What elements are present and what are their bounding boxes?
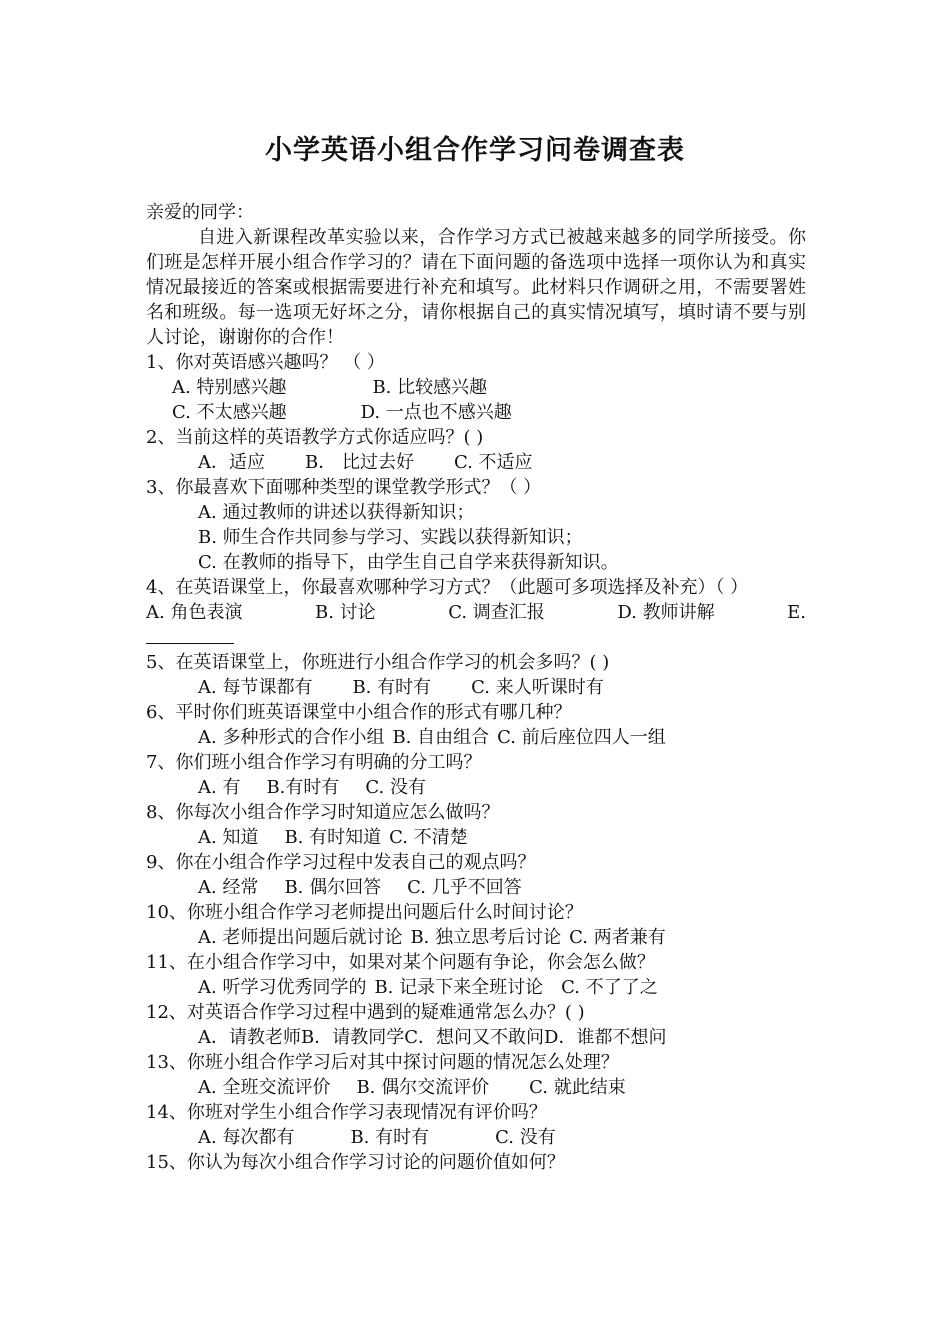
question-3: 3、你最喜欢下面哪种类型的课堂教学形式？（ ）: [146, 477, 542, 498]
question-5: 5、在英语课堂上，你班进行小组合作学习的机会多吗？( ): [146, 652, 610, 673]
option: D. 教师讲解: [617, 602, 715, 623]
question-7: 7、你们班小组合作学习有明确的分工吗？: [146, 752, 482, 773]
question-11-options: [146, 975, 806, 1000]
question-5-options: [146, 675, 806, 700]
fill-in-blank[interactable]: [146, 625, 234, 644]
question-1-options-row-2: [146, 400, 806, 425]
option: B． 比过去好: [305, 452, 414, 473]
option: A．请教老师: [198, 1027, 301, 1048]
question-4: 4、在英语课堂上，你最喜欢哪种学习方式？（此题可多项选择及补充）（ ）: [146, 577, 749, 598]
option: C. 没有: [365, 777, 426, 798]
page-title: 小学英语小组合作学习问卷调查表: [265, 135, 685, 166]
question-6-options: [146, 725, 806, 750]
question-10-options: [146, 925, 806, 950]
option: A. 全班交流评价: [198, 1077, 331, 1098]
question-12: 12、对英语合作学习过程中遇到的疑难通常怎么办？( ): [146, 1002, 585, 1023]
option: C. 就此结束: [529, 1077, 626, 1098]
option: C. 两者兼有: [569, 927, 666, 948]
question-3-option-b: B. 师生合作共同参与学习、实践以获得新知识；: [198, 527, 583, 548]
option: B. 讨论: [315, 602, 376, 623]
question-14-options: [146, 1125, 806, 1150]
question-6: 6、平时你们班英语课堂中小组合作的形式有哪几种？: [146, 702, 572, 723]
question-4-blank-line: [146, 625, 806, 650]
question-11: 11、在小组合作学习中，如果对某个问题有争论，你会怎么做？: [146, 952, 655, 973]
option: A. 多种形式的合作小组: [198, 727, 385, 748]
option: C. 几乎不回答: [407, 877, 522, 898]
option: C. 没有: [495, 1127, 556, 1148]
option: C. 不太感兴趣: [172, 402, 287, 423]
option: B. 比较感兴趣: [372, 377, 488, 398]
option: B. 有时有: [350, 1127, 430, 1148]
option: C. 不了了之: [561, 977, 658, 998]
question-10: 10、你班小组合作学习老师提出问题后什么时间讨论？: [146, 902, 583, 923]
option: B. 偶尔交流评价: [356, 1077, 490, 1098]
option: B. 有时知道: [284, 827, 382, 848]
option: D．谁都不想问: [544, 1027, 667, 1048]
option: A. 知道: [198, 827, 259, 848]
option: B.有时有: [266, 777, 340, 798]
question-4-options: [146, 600, 806, 625]
question-9-options: [146, 875, 806, 900]
option: B. 自由组合: [392, 727, 490, 748]
option: B．请教同学: [301, 1027, 405, 1048]
option: A. 有: [198, 777, 241, 798]
option: B. 有时有: [352, 677, 432, 698]
question-7-options: [146, 775, 806, 800]
question-9: 9、你在小组合作学习过程中发表自己的观点吗？: [146, 852, 536, 873]
question-12-options: [146, 1025, 806, 1050]
option: A. 特别感兴趣: [172, 377, 287, 398]
question-3-option-a: A. 通过教师的讲述以获得新知识；: [198, 502, 475, 523]
option: E.: [787, 602, 806, 623]
option: C. 不适应: [453, 452, 533, 473]
question-1-options-row-1: [146, 375, 806, 400]
option: C. 前后座位四人一组: [497, 727, 666, 748]
question-8-options: [146, 825, 806, 850]
option: B. 独立思考后讨论: [410, 927, 562, 948]
question-13-options: [146, 1075, 806, 1100]
option: A. 老师提出问题后就讨论: [198, 927, 403, 948]
question-14: 14、你班对学生小组合作学习表现情况有评价吗？: [146, 1102, 547, 1123]
question-2-options: [146, 450, 806, 475]
option: C．想问又不敢问: [404, 1027, 545, 1048]
option: A. 角色表演: [146, 602, 243, 623]
option: A. 经常: [198, 877, 259, 898]
question-1: 1、你对英语感兴趣吗？ （ ）: [146, 352, 385, 373]
option: C. 不清楚: [389, 827, 468, 848]
question-13: 13、你班小组合作学习后对其中探讨问题的情况怎么处理？: [146, 1052, 619, 1073]
option: B. 记录下来全班讨论: [374, 977, 544, 998]
question-2: 2、当前这样的英语教学方式你适应吗？( ): [146, 427, 484, 448]
question-8: 8、你每次小组合作学习时知道应怎么做吗？: [146, 802, 500, 823]
option: A. 每次都有: [198, 1127, 295, 1148]
document-body: [146, 200, 806, 1175]
greeting: 亲爱的同学：: [146, 202, 254, 223]
question-3-option-c: C. 在教师的指导下，由学生自己自学来获得新知识。: [198, 552, 619, 573]
option: A. 每节课都有: [198, 677, 313, 698]
option: A．适应: [198, 452, 265, 473]
option: B. 偶尔回答: [284, 877, 382, 898]
intro-paragraph: 自进入新课程改革实验以来，合作学习方式已被越来越多的同学所接受。你们班是怎样开展小组合作学习的？请在下面问题的备选项中选择一项你认为和真实情况最接近的答案或根据需要进行补充和填写。此材料只作调研之用，不需要署姓名和班级。每一选项无好坏之分，请你根据自己的真实情况填写，填时请不要与别人讨论，谢谢你的合作！: [146, 227, 806, 348]
option: C. 调查汇报: [448, 602, 545, 623]
question-15: 15、你认为每次小组合作学习讨论的问题价值如何？: [146, 1152, 565, 1173]
option: D. 一点也不感兴趣: [360, 402, 512, 423]
option: A. 听学习优秀同学的: [198, 977, 367, 998]
option: C. 来人听课时有: [471, 677, 604, 698]
